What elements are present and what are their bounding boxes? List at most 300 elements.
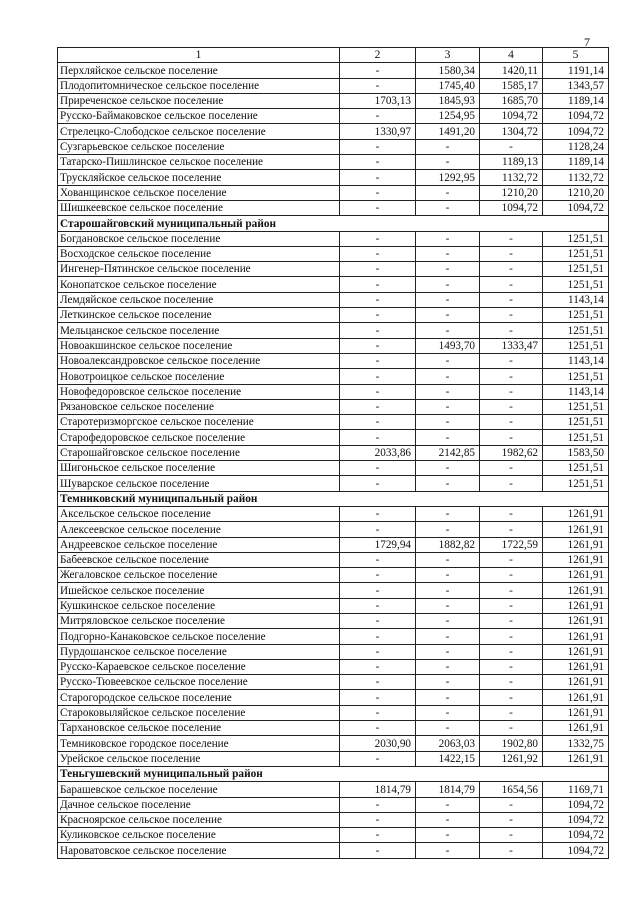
value-col-5: 1251,51 xyxy=(543,277,609,292)
value-col-2: - xyxy=(340,721,416,736)
table-row xyxy=(58,338,609,353)
value-col-4: - xyxy=(480,629,543,644)
table-row xyxy=(58,445,609,460)
value-col-2: - xyxy=(340,476,416,491)
value-col-3: - xyxy=(416,705,480,720)
value-col-4: - xyxy=(480,292,543,307)
settlement-name: Урейское сельское поселение xyxy=(58,751,340,766)
value-col-4: - xyxy=(480,812,543,827)
value-col-2: 1729,94 xyxy=(340,537,416,552)
value-col-4: 1304,72 xyxy=(480,124,543,139)
settlement-name: Старогородское сельское поселение xyxy=(58,690,340,705)
value-col-4: - xyxy=(480,568,543,583)
value-col-4: - xyxy=(480,415,543,430)
district-header-row xyxy=(58,216,609,231)
settlement-name: Восходское сельское поселение xyxy=(58,246,340,261)
value-col-2: - xyxy=(340,812,416,827)
value-col-5: 1332,75 xyxy=(543,736,609,751)
district-header-row xyxy=(58,491,609,506)
value-col-4: - xyxy=(480,843,543,858)
table-row xyxy=(58,782,609,797)
value-col-4: - xyxy=(480,262,543,277)
district-name: Теньгушевский муниципальный район xyxy=(58,766,609,781)
table-row xyxy=(58,292,609,307)
value-col-5: 1261,91 xyxy=(543,506,609,521)
value-col-3: - xyxy=(416,552,480,567)
settlement-name: Старофедоровское сельское поселение xyxy=(58,430,340,445)
value-col-4: 1685,70 xyxy=(480,93,543,108)
value-col-3: - xyxy=(416,828,480,843)
value-col-3: - xyxy=(416,308,480,323)
settlement-name: Стрелецко-Слободское сельское поселение xyxy=(58,124,340,139)
value-col-2: - xyxy=(340,63,416,78)
table-row xyxy=(58,430,609,445)
value-col-2: - xyxy=(340,185,416,200)
value-col-2: - xyxy=(340,613,416,628)
settlement-name: Русско-Баймаковское сельское поселение xyxy=(58,109,340,124)
page-number: 7 xyxy=(584,35,590,49)
value-col-2: - xyxy=(340,751,416,766)
settlement-name: Плодопитомническое сельское поселение xyxy=(58,78,340,93)
value-col-5: 1251,51 xyxy=(543,430,609,445)
table-row xyxy=(58,721,609,736)
district-name: Темниковский муниципальный район xyxy=(58,491,609,506)
header-cell-5: 5 xyxy=(543,48,609,63)
settlement-name: Сузгарьевское сельское поселение xyxy=(58,139,340,154)
value-col-3: - xyxy=(416,690,480,705)
settlement-name: Красноярское сельское поселение xyxy=(58,812,340,827)
value-col-4: - xyxy=(480,430,543,445)
value-col-5: 1261,91 xyxy=(543,690,609,705)
value-col-4: - xyxy=(480,399,543,414)
value-col-4: - xyxy=(480,644,543,659)
value-col-3: - xyxy=(416,476,480,491)
value-col-4: 1189,13 xyxy=(480,155,543,170)
table-row xyxy=(58,63,609,78)
value-col-5: 1251,51 xyxy=(543,231,609,246)
tariff-table xyxy=(57,47,609,859)
table-row xyxy=(58,613,609,628)
settlement-name: Кушкинское сельское поселение xyxy=(58,598,340,613)
value-col-5: 1189,14 xyxy=(543,93,609,108)
value-col-4: 1722,59 xyxy=(480,537,543,552)
value-col-4: - xyxy=(480,353,543,368)
value-col-2: - xyxy=(340,384,416,399)
value-col-4: - xyxy=(480,598,543,613)
value-col-4: - xyxy=(480,231,543,246)
value-col-2: - xyxy=(340,262,416,277)
value-col-4: - xyxy=(480,613,543,628)
value-col-3: - xyxy=(416,231,480,246)
table-row xyxy=(58,751,609,766)
settlement-name: Ингенер-Пятинское сельское поселение xyxy=(58,262,340,277)
value-col-5: 1251,51 xyxy=(543,262,609,277)
table-row xyxy=(58,415,609,430)
value-col-5: 1261,91 xyxy=(543,598,609,613)
value-col-3: - xyxy=(416,568,480,583)
settlement-name: Русско-Караевское сельское поселение xyxy=(58,659,340,674)
value-col-2: - xyxy=(340,690,416,705)
value-col-3: - xyxy=(416,461,480,476)
value-col-3: - xyxy=(416,415,480,430)
value-col-3: - xyxy=(416,155,480,170)
value-col-4: - xyxy=(480,828,543,843)
value-col-4: - xyxy=(480,476,543,491)
value-col-3: - xyxy=(416,369,480,384)
value-col-3: - xyxy=(416,644,480,659)
table-row xyxy=(58,675,609,690)
value-col-2: - xyxy=(340,246,416,261)
table-row xyxy=(58,93,609,108)
table-row xyxy=(58,231,609,246)
table-row xyxy=(58,812,609,827)
value-col-5: 1094,72 xyxy=(543,200,609,215)
table-row xyxy=(58,476,609,491)
table-row xyxy=(58,690,609,705)
value-col-5: 1094,72 xyxy=(543,828,609,843)
table-body xyxy=(58,48,609,859)
table-row xyxy=(58,78,609,93)
value-col-3: - xyxy=(416,139,480,154)
table-row xyxy=(58,155,609,170)
value-col-3: - xyxy=(416,246,480,261)
value-col-3: - xyxy=(416,522,480,537)
value-col-2: - xyxy=(340,170,416,185)
header-cell-4: 4 xyxy=(480,48,543,63)
value-col-5: 1261,91 xyxy=(543,721,609,736)
settlement-name: Новотроицкое сельское поселение xyxy=(58,369,340,384)
value-col-3: - xyxy=(416,659,480,674)
settlement-name: Новоалександровское сельское поселение xyxy=(58,353,340,368)
value-col-3: 1845,93 xyxy=(416,93,480,108)
value-col-2: - xyxy=(340,231,416,246)
value-col-4: - xyxy=(480,705,543,720)
value-col-3: - xyxy=(416,843,480,858)
value-col-3: - xyxy=(416,430,480,445)
value-col-4: 1585,17 xyxy=(480,78,543,93)
table-row xyxy=(58,583,609,598)
table-row xyxy=(58,736,609,751)
value-col-2: - xyxy=(340,552,416,567)
value-col-5: 1191,14 xyxy=(543,63,609,78)
value-col-3: 1422,15 xyxy=(416,751,480,766)
value-col-5: 1261,91 xyxy=(543,705,609,720)
value-col-5: 1169,71 xyxy=(543,782,609,797)
value-col-4: - xyxy=(480,461,543,476)
value-col-2: - xyxy=(340,705,416,720)
value-col-2: - xyxy=(340,353,416,368)
value-col-3: 1491,20 xyxy=(416,124,480,139)
value-col-4: - xyxy=(480,721,543,736)
table-row xyxy=(58,797,609,812)
value-col-2: - xyxy=(340,506,416,521)
value-col-4: - xyxy=(480,552,543,567)
value-col-2: - xyxy=(340,675,416,690)
value-col-3: - xyxy=(416,262,480,277)
settlement-name: Старотеризморгское сельское поселение xyxy=(58,415,340,430)
value-col-2: - xyxy=(340,629,416,644)
settlement-name: Темниковское городское поселение xyxy=(58,736,340,751)
value-col-5: 1128,24 xyxy=(543,139,609,154)
value-col-2: - xyxy=(340,277,416,292)
value-col-2: - xyxy=(340,659,416,674)
value-col-4: - xyxy=(480,139,543,154)
value-col-4: 1210,20 xyxy=(480,185,543,200)
value-col-5: 1261,91 xyxy=(543,751,609,766)
value-col-5: 1143,14 xyxy=(543,292,609,307)
table-row xyxy=(58,384,609,399)
value-col-3: 2063,03 xyxy=(416,736,480,751)
table-row xyxy=(58,170,609,185)
settlement-name: Лемдяйское сельское поселение xyxy=(58,292,340,307)
settlement-name: Леткинское сельское поселение xyxy=(58,308,340,323)
settlement-name: Барашевское сельское поселение xyxy=(58,782,340,797)
value-col-5: 1261,91 xyxy=(543,644,609,659)
table-row xyxy=(58,109,609,124)
value-col-3: 2142,85 xyxy=(416,445,480,460)
value-col-4: 1261,92 xyxy=(480,751,543,766)
table-row xyxy=(58,369,609,384)
value-col-3: - xyxy=(416,277,480,292)
settlement-name: Татарско-Пишлинское сельское поселение xyxy=(58,155,340,170)
value-col-3: - xyxy=(416,353,480,368)
value-col-5: 1189,14 xyxy=(543,155,609,170)
value-col-2: - xyxy=(340,200,416,215)
value-col-2: 1330,97 xyxy=(340,124,416,139)
settlement-name: Хованщинское сельское поселение xyxy=(58,185,340,200)
table-row xyxy=(58,629,609,644)
value-col-2: - xyxy=(340,598,416,613)
value-col-3: 1493,70 xyxy=(416,338,480,353)
value-col-5: 1251,51 xyxy=(543,338,609,353)
value-col-4: 1654,56 xyxy=(480,782,543,797)
value-col-2: - xyxy=(340,568,416,583)
table-row xyxy=(58,552,609,567)
value-col-3: - xyxy=(416,185,480,200)
value-col-4: - xyxy=(480,323,543,338)
value-col-5: 1583,50 xyxy=(543,445,609,460)
value-col-5: 1251,51 xyxy=(543,369,609,384)
value-col-5: 1094,72 xyxy=(543,124,609,139)
value-col-4: - xyxy=(480,583,543,598)
value-col-4: - xyxy=(480,369,543,384)
table-row xyxy=(58,843,609,858)
table-row xyxy=(58,262,609,277)
value-col-4: 1094,72 xyxy=(480,109,543,124)
value-col-4: - xyxy=(480,384,543,399)
value-col-3: 1882,82 xyxy=(416,537,480,552)
settlement-name: Богдановское сельское поселение xyxy=(58,231,340,246)
header-cell-1: 1 xyxy=(58,48,340,63)
table-row xyxy=(58,124,609,139)
value-col-5: 1251,51 xyxy=(543,399,609,414)
value-col-5: 1143,14 xyxy=(543,384,609,399)
value-col-2: 2030,90 xyxy=(340,736,416,751)
settlement-name: Куликовское сельское поселение xyxy=(58,828,340,843)
settlement-name: Ишейское сельское поселение xyxy=(58,583,340,598)
value-col-5: 1343,57 xyxy=(543,78,609,93)
settlement-name: Трускляйское сельское поселение xyxy=(58,170,340,185)
settlement-name: Алексеевское сельское поселение xyxy=(58,522,340,537)
value-col-3: 1745,40 xyxy=(416,78,480,93)
value-col-3: - xyxy=(416,506,480,521)
value-col-4: - xyxy=(480,308,543,323)
value-col-5: 1210,20 xyxy=(543,185,609,200)
header-row xyxy=(58,48,609,63)
table-row xyxy=(58,353,609,368)
value-col-5: 1251,51 xyxy=(543,476,609,491)
settlement-name: Староковыляйское сельское поселение xyxy=(58,705,340,720)
settlement-name: Жегаловское сельское поселение xyxy=(58,568,340,583)
value-col-3: 1292,95 xyxy=(416,170,480,185)
value-col-3: - xyxy=(416,598,480,613)
value-col-3: - xyxy=(416,629,480,644)
value-col-4: - xyxy=(480,277,543,292)
value-col-2: - xyxy=(340,323,416,338)
table-row xyxy=(58,461,609,476)
value-col-5: 1261,91 xyxy=(543,659,609,674)
value-col-2: - xyxy=(340,308,416,323)
value-col-5: 1251,51 xyxy=(543,415,609,430)
value-col-3: 1254,95 xyxy=(416,109,480,124)
value-col-2: - xyxy=(340,78,416,93)
value-col-2: - xyxy=(340,644,416,659)
value-col-2: 1814,79 xyxy=(340,782,416,797)
value-col-4: 1982,62 xyxy=(480,445,543,460)
value-col-5: 1251,51 xyxy=(543,323,609,338)
settlement-name: Перхляйское сельское поселение xyxy=(58,63,340,78)
settlement-name: Нароватовское сельское поселение xyxy=(58,843,340,858)
table-row xyxy=(58,246,609,261)
table-row xyxy=(58,598,609,613)
value-col-5: 1094,72 xyxy=(543,812,609,827)
value-col-2: - xyxy=(340,109,416,124)
settlement-name: Приреченское сельское поселение xyxy=(58,93,340,108)
value-col-3: - xyxy=(416,399,480,414)
value-col-2: - xyxy=(340,430,416,445)
value-col-4: 1094,72 xyxy=(480,200,543,215)
header-cell-3: 3 xyxy=(416,48,480,63)
value-col-3: - xyxy=(416,583,480,598)
value-col-4: - xyxy=(480,659,543,674)
value-col-2: - xyxy=(340,828,416,843)
table-row xyxy=(58,399,609,414)
settlement-name: Бабеевское сельское поселение xyxy=(58,552,340,567)
settlement-name: Пурдошанское сельское поселение xyxy=(58,644,340,659)
table-row xyxy=(58,506,609,521)
value-col-3: 1814,79 xyxy=(416,782,480,797)
value-col-3: - xyxy=(416,323,480,338)
settlement-name: Митряловское сельское поселение xyxy=(58,613,340,628)
value-col-2: - xyxy=(340,461,416,476)
value-col-5: 1094,72 xyxy=(543,797,609,812)
value-col-2: - xyxy=(340,139,416,154)
settlement-name: Шишкеевское сельское поселение xyxy=(58,200,340,215)
value-col-5: 1251,51 xyxy=(543,246,609,261)
table-row xyxy=(58,522,609,537)
value-col-4: 1132,72 xyxy=(480,170,543,185)
value-col-4: - xyxy=(480,797,543,812)
value-col-4: 1902,80 xyxy=(480,736,543,751)
settlement-name: Рязановское сельское поселение xyxy=(58,399,340,414)
value-col-5: 1132,72 xyxy=(543,170,609,185)
settlement-name: Тархановское сельское поселение xyxy=(58,721,340,736)
value-col-2: - xyxy=(340,415,416,430)
value-col-2: 2033,86 xyxy=(340,445,416,460)
settlement-name: Подгорно-Канаковское сельское поселение xyxy=(58,629,340,644)
value-col-5: 1261,91 xyxy=(543,675,609,690)
table-row xyxy=(58,323,609,338)
settlement-name: Новоакшинское сельское поселение xyxy=(58,338,340,353)
table-row xyxy=(58,828,609,843)
value-col-2: - xyxy=(340,522,416,537)
value-col-2: - xyxy=(340,369,416,384)
value-col-2: - xyxy=(340,843,416,858)
value-col-3: - xyxy=(416,613,480,628)
table-row xyxy=(58,139,609,154)
header-cell-2: 2 xyxy=(340,48,416,63)
value-col-4: - xyxy=(480,522,543,537)
value-col-5: 1261,91 xyxy=(543,613,609,628)
value-col-4: - xyxy=(480,690,543,705)
settlement-name: Конопатское сельское поселение xyxy=(58,277,340,292)
value-col-5: 1251,51 xyxy=(543,461,609,476)
value-col-2: - xyxy=(340,583,416,598)
table-row xyxy=(58,537,609,552)
value-col-5: 1261,91 xyxy=(543,522,609,537)
settlement-name: Андреевское сельское поселение xyxy=(58,537,340,552)
value-col-5: 1261,91 xyxy=(543,568,609,583)
value-col-3: - xyxy=(416,721,480,736)
value-col-3: - xyxy=(416,200,480,215)
value-col-5: 1261,91 xyxy=(543,552,609,567)
value-col-2: - xyxy=(340,155,416,170)
settlement-name: Аксельское сельское поселение xyxy=(58,506,340,521)
value-col-3: - xyxy=(416,292,480,307)
value-col-5: 1261,91 xyxy=(543,537,609,552)
district-header-row xyxy=(58,766,609,781)
settlement-name: Мельцанское сельское поселение xyxy=(58,323,340,338)
table-row xyxy=(58,277,609,292)
value-col-2: - xyxy=(340,797,416,812)
value-col-4: - xyxy=(480,675,543,690)
table-row xyxy=(58,185,609,200)
value-col-4: 1420,11 xyxy=(480,63,543,78)
value-col-2: - xyxy=(340,399,416,414)
settlement-name: Новофедоровское сельское поселение xyxy=(58,384,340,399)
table-row xyxy=(58,568,609,583)
value-col-5: 1261,91 xyxy=(543,583,609,598)
settlement-name: Русско-Тювеевское сельское поселение xyxy=(58,675,340,690)
settlement-name: Старошайговское сельское поселение xyxy=(58,445,340,460)
value-col-5: 1251,51 xyxy=(543,308,609,323)
table-row xyxy=(58,659,609,674)
value-col-5: 1143,14 xyxy=(543,353,609,368)
table-row xyxy=(58,200,609,215)
value-col-2: - xyxy=(340,292,416,307)
value-col-3: - xyxy=(416,812,480,827)
value-col-3: - xyxy=(416,384,480,399)
settlement-name: Шуварское сельское поселение xyxy=(58,476,340,491)
value-col-4: - xyxy=(480,506,543,521)
settlement-name: Дачное сельское поселение xyxy=(58,797,340,812)
value-col-2: - xyxy=(340,338,416,353)
value-col-3: - xyxy=(416,797,480,812)
table-row xyxy=(58,308,609,323)
table-row xyxy=(58,705,609,720)
value-col-2: 1703,13 xyxy=(340,93,416,108)
value-col-4: - xyxy=(480,246,543,261)
